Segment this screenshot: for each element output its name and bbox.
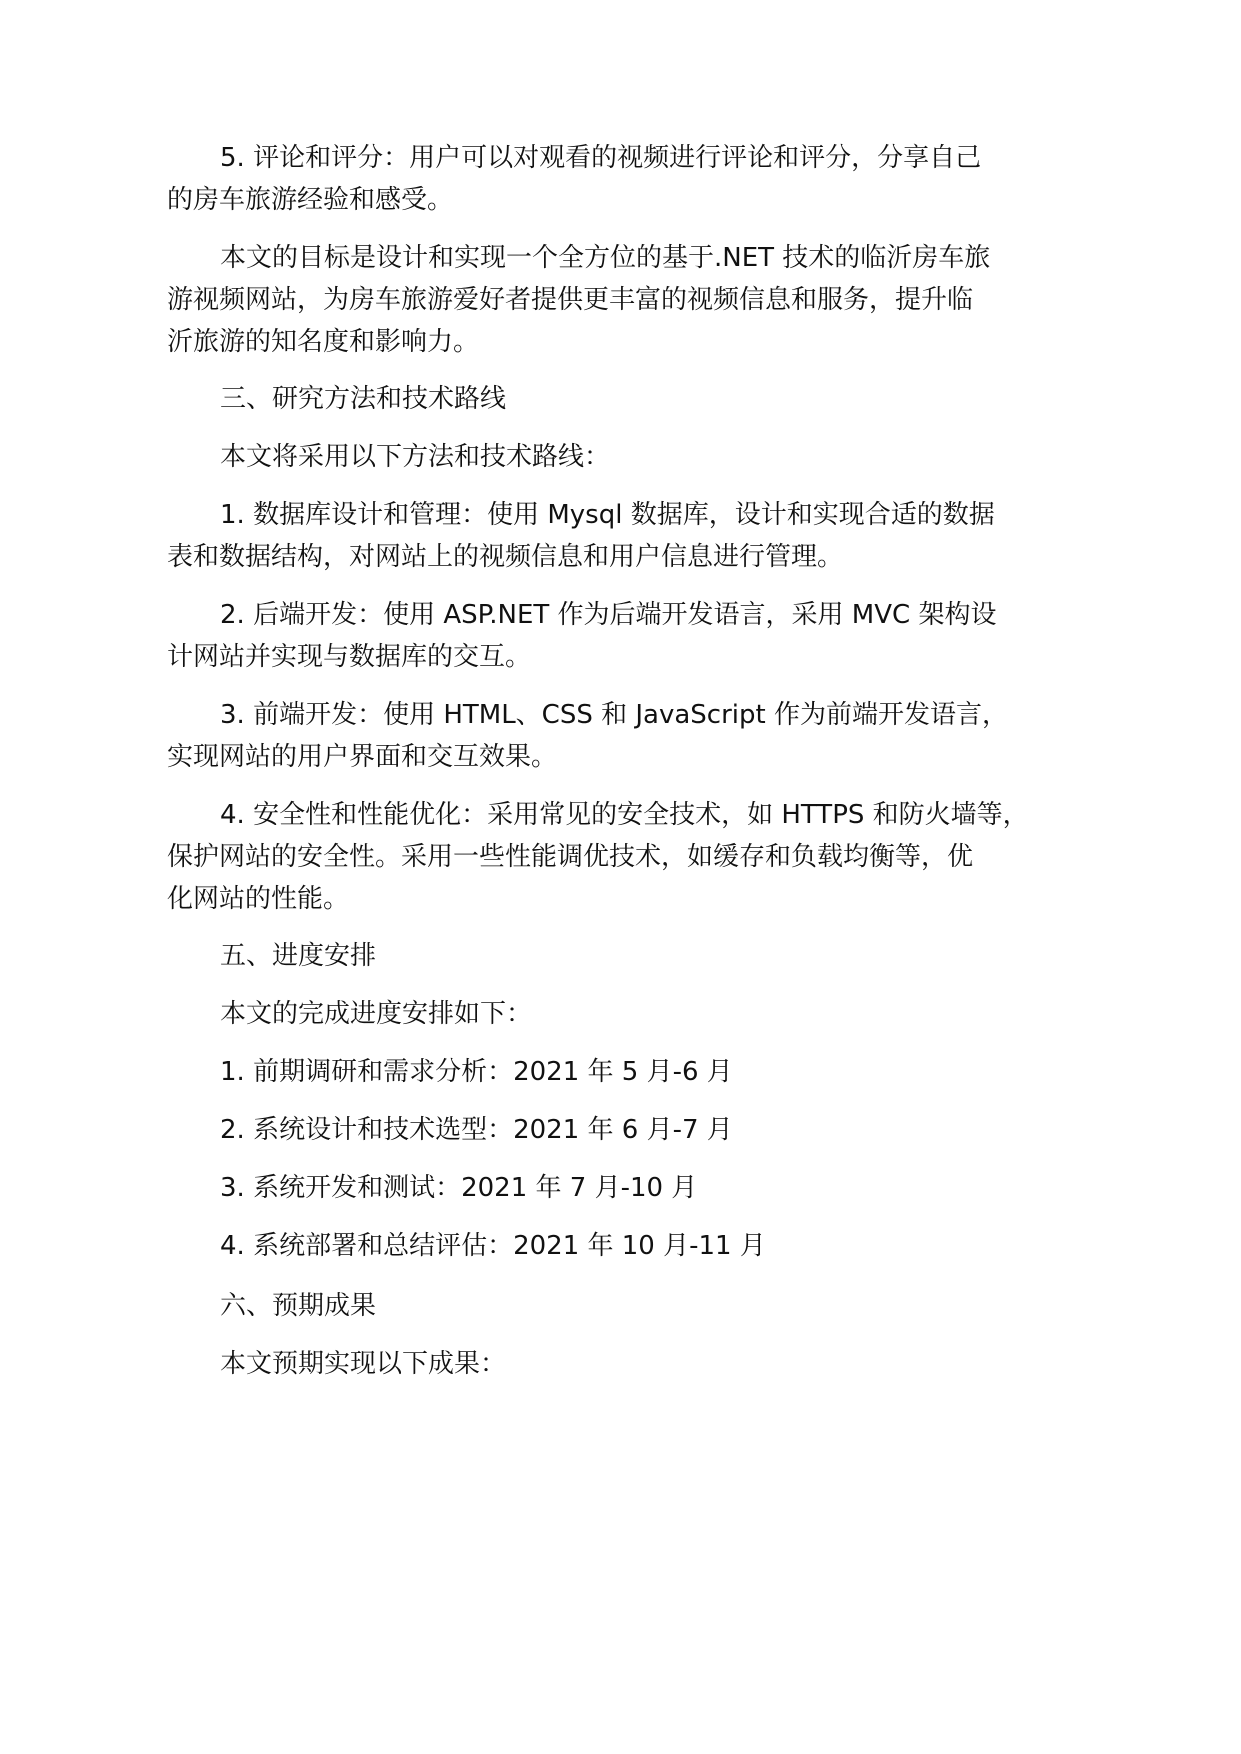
text-line: 4. 系统部署和总结评估：2021 年 10 月-11 月 bbox=[220, 1231, 766, 1261]
text-line: 1. 数据库设计和管理：使用 Mysql 数据库，设计和实现合适的数据 bbox=[220, 500, 995, 530]
text-line: 4. 安全性和性能优化：采用常见的安全技术，如 HTTPS 和防火墙等， bbox=[220, 800, 1029, 830]
text-line: 3. 系统开发和测试：2021 年 7 月-10 月 bbox=[220, 1173, 698, 1203]
text-line: 本文的完成进度安排如下： bbox=[220, 999, 533, 1029]
heading-text: 六、预期成果 bbox=[220, 1291, 377, 1321]
heading-text: 五、进度安排 bbox=[220, 941, 377, 971]
text-line: 3. 前端开发：使用 HTML、CSS 和 JavaScript 作为前端开发语言， bbox=[220, 700, 1008, 730]
text-line: 的房车旅游经验和感受。 bbox=[167, 185, 454, 215]
text-line: 沂旅游的知名度和影响力。 bbox=[167, 327, 480, 357]
text-line: 本文预期实现以下成果： bbox=[220, 1349, 507, 1379]
text-line: 本文的目标是设计和实现一个全方位的基于.NET 技术的临沂房车旅 bbox=[220, 243, 991, 273]
text-line: 保护网站的安全性。采用一些性能调优技术，如缓存和负载均衡等，优 bbox=[167, 842, 974, 872]
text-line: 化网站的性能。 bbox=[167, 884, 350, 914]
text-line: 计网站并实现与数据库的交互。 bbox=[167, 642, 532, 672]
text-line: 游视频网站，为房车旅游爱好者提供更丰富的视频信息和服务，提升临 bbox=[167, 285, 974, 315]
text-line: 2. 系统设计和技术选型：2021 年 6 月-7 月 bbox=[220, 1115, 733, 1145]
text-line: 2. 后端开发：使用 ASP.NET 作为后端开发语言，采用 MVC 架构设 bbox=[220, 600, 997, 630]
text-line: 本文将采用以下方法和技术路线： bbox=[220, 442, 611, 472]
heading-text: 三、研究方法和技术路线 bbox=[220, 384, 507, 414]
text-line: 表和数据结构，对网站上的视频信息和用户信息进行管理。 bbox=[167, 542, 844, 572]
text-line: 1. 前期调研和需求分析：2021 年 5 月-6 月 bbox=[220, 1057, 733, 1087]
text-line: 实现网站的用户界面和交互效果。 bbox=[167, 742, 558, 772]
text-line: 5. 评论和评分：用户可以对观看的视频进行评论和评分，分享自己 bbox=[220, 143, 982, 173]
